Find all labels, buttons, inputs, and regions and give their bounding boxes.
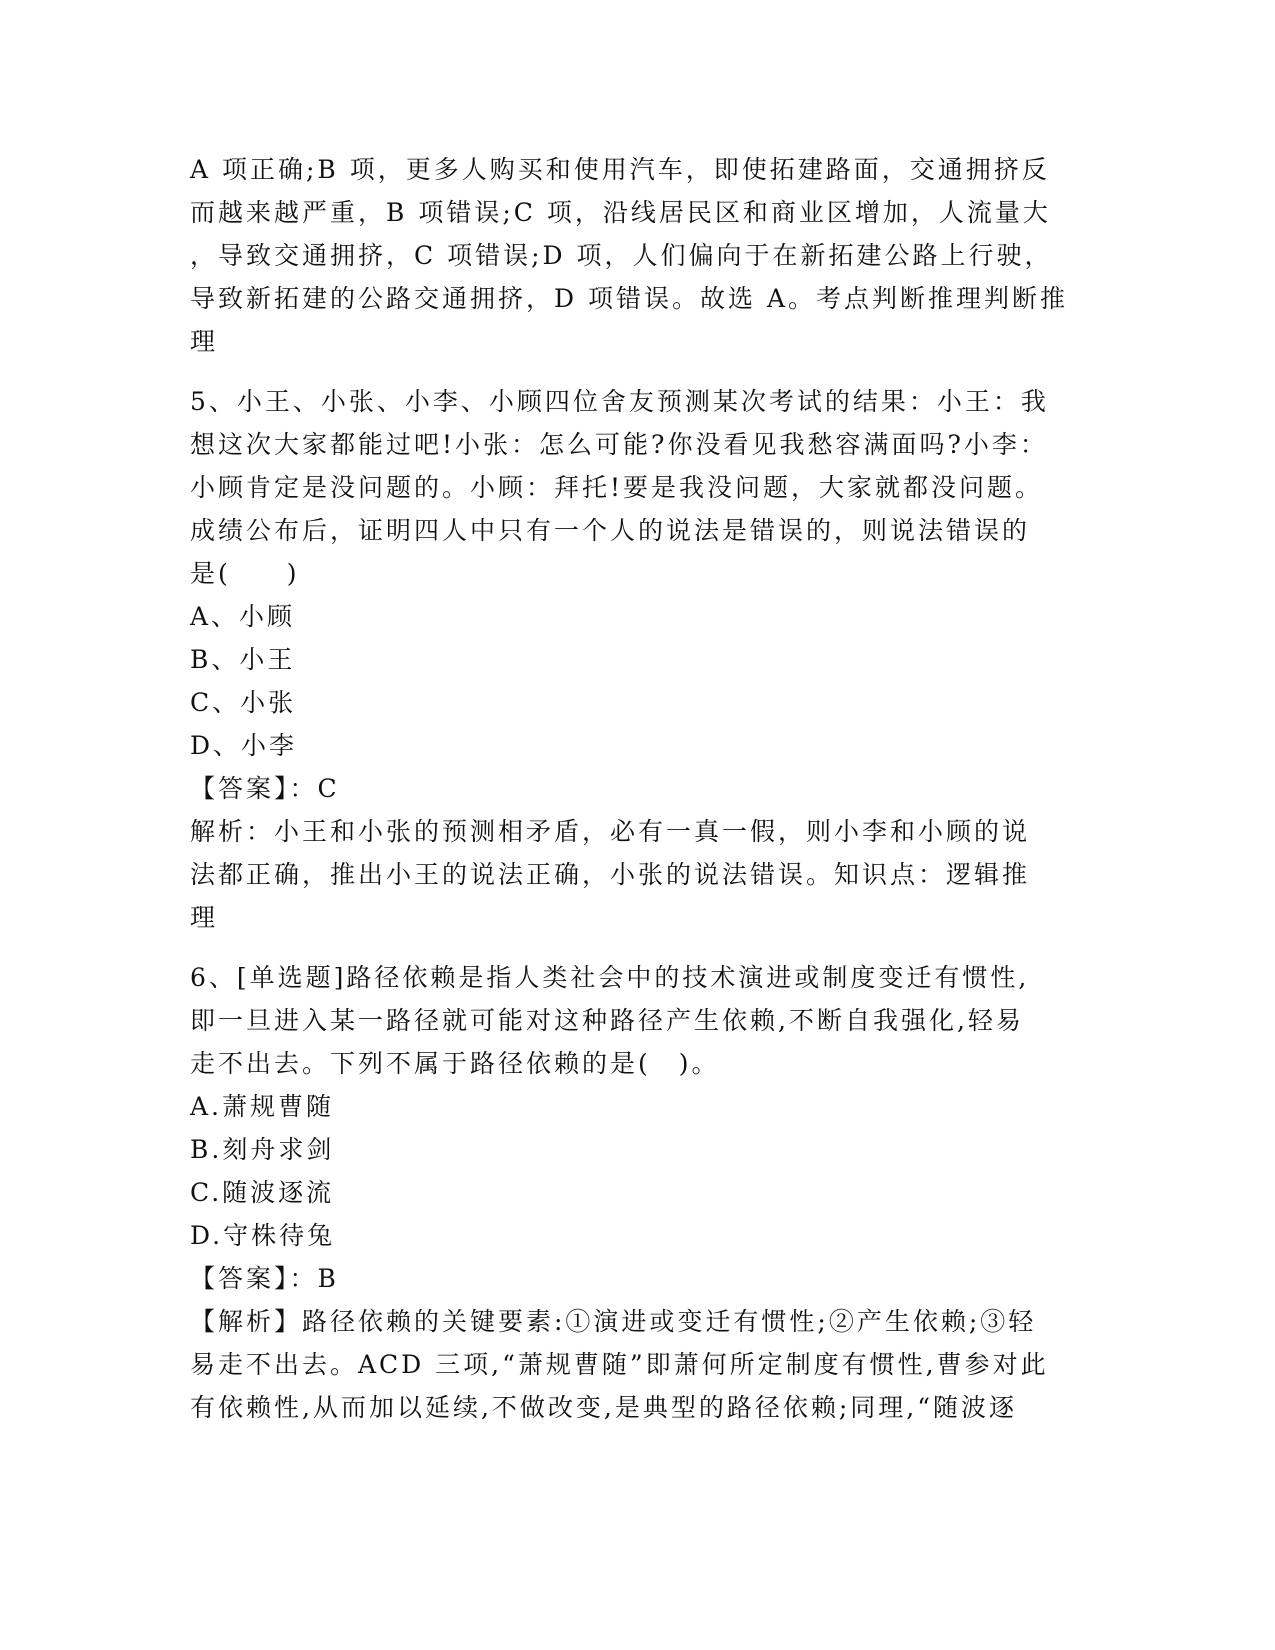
question-stem-line: 6、[单选题]路径依赖是指人类社会中的技术演进或制度变迁有惯性, <box>190 963 1030 992</box>
question-stem-line: 即一旦进入某一路径就可能对这种路径产生依赖,不断自我强化,轻易 <box>190 1006 1024 1035</box>
option-c: C、小张 <box>190 688 297 717</box>
option-d: D、小李 <box>190 731 298 760</box>
question-stem-line: 走不出去。下列不属于路径依赖的是( )。 <box>190 1049 720 1078</box>
explanation-line: 法都正确，推出小王的说法正确，小张的说法错误。知识点：逻辑推 <box>190 860 1031 889</box>
option-c: C.随波逐流 <box>190 1178 335 1207</box>
option-b: B.刻舟求剑 <box>190 1135 335 1164</box>
answer-line: 【答案】：B <box>190 1264 339 1293</box>
question-6-block <box>190 956 1090 1429</box>
question-stem-line: 成绩公布后，证明四人中只有一个人的说法是错误的，则说法错误的 <box>190 516 1031 545</box>
explanation-line: 有依赖性,从而加以延续,不做改变,是典型的路径依赖;同理,“随波逐 <box>190 1393 1017 1422</box>
text-line: 而越来越严重，B 项错误;C 项，沿线居民区和商业区增加，人流量大 <box>190 198 1051 227</box>
text-line: A 项正确;B 项，更多人购买和使用汽车，即使拓建路面，交通拥挤反 <box>190 155 1050 184</box>
option-a: A、小顾 <box>190 602 296 631</box>
option-d: D.守株待兔 <box>190 1221 336 1250</box>
option-a: A.萧规曹随 <box>190 1092 335 1121</box>
option-b: B、小王 <box>190 645 296 674</box>
answer-line: 【答案】：C <box>190 774 340 803</box>
question-stem-line: 5、小王、小张、小李、小顾四位舍友预测某次考试的结果：小王：我 <box>190 387 1049 416</box>
question-stem-line: 小顾肯定是没问题的。小顾：拜托!要是我没问题，大家就都没问题。 <box>190 473 1044 502</box>
document-body <box>190 148 1090 1429</box>
question-stem-line: 想这次大家都能过吧!小张：怎么可能?你没看见我愁容满面吗?小李： <box>190 430 1048 459</box>
text-line: 理 <box>190 327 219 356</box>
question-5-block <box>190 380 1090 939</box>
paragraph-gap <box>190 939 1090 956</box>
explanation-line: 理 <box>190 903 219 932</box>
explanation-line: 易走不出去。ACD 三项,“萧规曹随”即萧何所定制度有惯性,曹参对此 <box>190 1350 1049 1379</box>
prev-explanation-block <box>190 148 1090 363</box>
paragraph-gap <box>190 363 1090 380</box>
explanation-line: 解析：小王和小张的预测相矛盾，必有一真一假，则小李和小顾的说 <box>190 817 1031 846</box>
text-line: ，导致交通拥挤，C 项错误;D 项，人们偏向于在新拓建公路上行驶， <box>190 241 1053 270</box>
question-stem-line: 是( ) <box>190 559 300 588</box>
explanation-line: 【解析】路径依赖的关键要素:①演进或变迁有惯性;②产生依赖;③轻 <box>190 1307 1037 1336</box>
text-line: 导致新拓建的公路交通拥挤，D 项错误。故选 A。考点判断推理判断推 <box>190 284 1068 313</box>
